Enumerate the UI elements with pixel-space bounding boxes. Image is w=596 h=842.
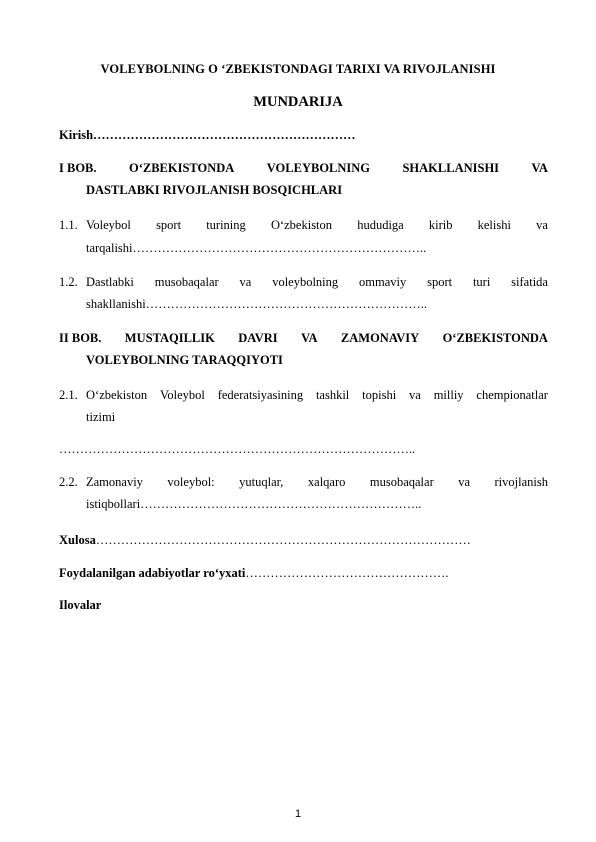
toc-word: turining xyxy=(206,218,246,232)
toc-word: MUSTAQILLIK xyxy=(124,331,215,345)
toc-s11-line1 xyxy=(86,218,548,233)
toc-word: ZAMONAVIY xyxy=(340,331,420,345)
toc-word: federatsiyasining xyxy=(217,388,304,402)
toc-word: tashkil xyxy=(315,388,350,402)
toc-word: va xyxy=(536,218,548,232)
toc-word: Voleybol xyxy=(159,388,205,402)
toc-chapter1-line1 xyxy=(59,161,548,176)
toc-word: turi xyxy=(472,275,491,289)
toc-references xyxy=(59,566,548,581)
toc-word: O‘ZBEKISTONDA xyxy=(128,161,235,175)
toc-word: Zamonaviy xyxy=(86,475,143,489)
toc-word: ommaviy xyxy=(359,275,407,289)
toc-intro: Kirish……………………………………………………… xyxy=(59,128,356,142)
toc-s21-line1 xyxy=(86,388,548,403)
toc-word: topishi xyxy=(362,388,397,402)
toc-s21-line2: tizimi xyxy=(86,410,116,424)
page-number: 1 xyxy=(294,808,302,820)
toc-section-number: 1.1. xyxy=(59,218,78,232)
toc-word: sport xyxy=(427,275,453,289)
toc-word: voleybolning xyxy=(272,275,339,289)
toc-word: sport xyxy=(156,218,182,232)
toc-s22-line2: istiqbollari………………………………………………………….. xyxy=(86,497,422,511)
toc-word: va xyxy=(458,475,471,489)
toc-dots: ……………………………………………………………………………… xyxy=(95,533,471,547)
document-title: VOLEYBOLNING O ‘ZBEKISTONDAGI TARIXI VA RIVOJLANISHI xyxy=(100,62,496,76)
toc-word: VOLEYBOLNING xyxy=(266,161,371,175)
toc-section-number: 1.2. xyxy=(59,275,78,289)
toc-word: kelishi xyxy=(477,218,511,232)
toc-appendix: Ilovalar xyxy=(59,598,102,612)
toc-s12-line2: shakllanishi………………………………………………………….. xyxy=(86,297,427,311)
toc-word: milliy xyxy=(433,388,464,402)
toc-word: I BOB. xyxy=(59,161,97,175)
toc-word: rivojlanish xyxy=(494,475,548,489)
toc-word: Dastlabki xyxy=(86,275,134,289)
toc-chapter2-line1 xyxy=(59,331,548,346)
toc-word: va xyxy=(239,275,252,289)
toc-conclusion xyxy=(59,533,548,548)
toc-word: O‘zbekiston xyxy=(86,388,148,402)
toc-word: yutuqlar, xyxy=(239,475,284,489)
toc-word: va xyxy=(409,388,421,402)
toc-s12-line1 xyxy=(86,275,548,290)
toc-word: voleybol: xyxy=(167,475,215,489)
toc-word: O‘ZBEKISTONDA xyxy=(442,331,548,345)
toc-word: DAVRI xyxy=(238,331,278,345)
toc-word: Voleybol xyxy=(86,218,131,232)
toc-word: musobaqalar xyxy=(369,475,434,489)
toc-word: VA xyxy=(531,161,548,175)
contents-heading: MUNDARIJA xyxy=(253,94,343,110)
toc-word: musobaqalar xyxy=(154,275,219,289)
toc-word: kirib xyxy=(428,218,453,232)
toc-references-label: Foydalanilgan adabiyotlar ro‘yxati xyxy=(59,566,246,580)
toc-word: hududiga xyxy=(357,218,404,232)
toc-s21-line3: ………………………………………………………………………….. xyxy=(59,442,416,456)
toc-word: chempionatlar xyxy=(476,388,548,402)
toc-word: sifatida xyxy=(511,275,548,289)
toc-section-number: 2.1. xyxy=(59,388,78,402)
toc-dots: …………………………………………. xyxy=(245,566,449,580)
toc-word: II BOB. xyxy=(59,331,102,345)
toc-conclusion-label: Xulosa xyxy=(59,533,96,547)
toc-word: VA xyxy=(301,331,318,345)
toc-s11-line2: tarqalishi…………………………………………………………….. xyxy=(86,241,427,255)
toc-word: O‘zbekiston xyxy=(270,218,333,232)
toc-section-number: 2.2. xyxy=(59,475,78,489)
toc-word: SHAKLLANISHI xyxy=(402,161,500,175)
toc-s22-line1 xyxy=(86,475,548,490)
toc-chapter2-line2: VOLEYBOLNING TARAQQIYOTI xyxy=(86,353,283,367)
toc-chapter1-line2: DASTLABKI RIVOJLANISH BOSQICHLARI xyxy=(86,183,343,197)
toc-word: xalqaro xyxy=(307,475,346,489)
